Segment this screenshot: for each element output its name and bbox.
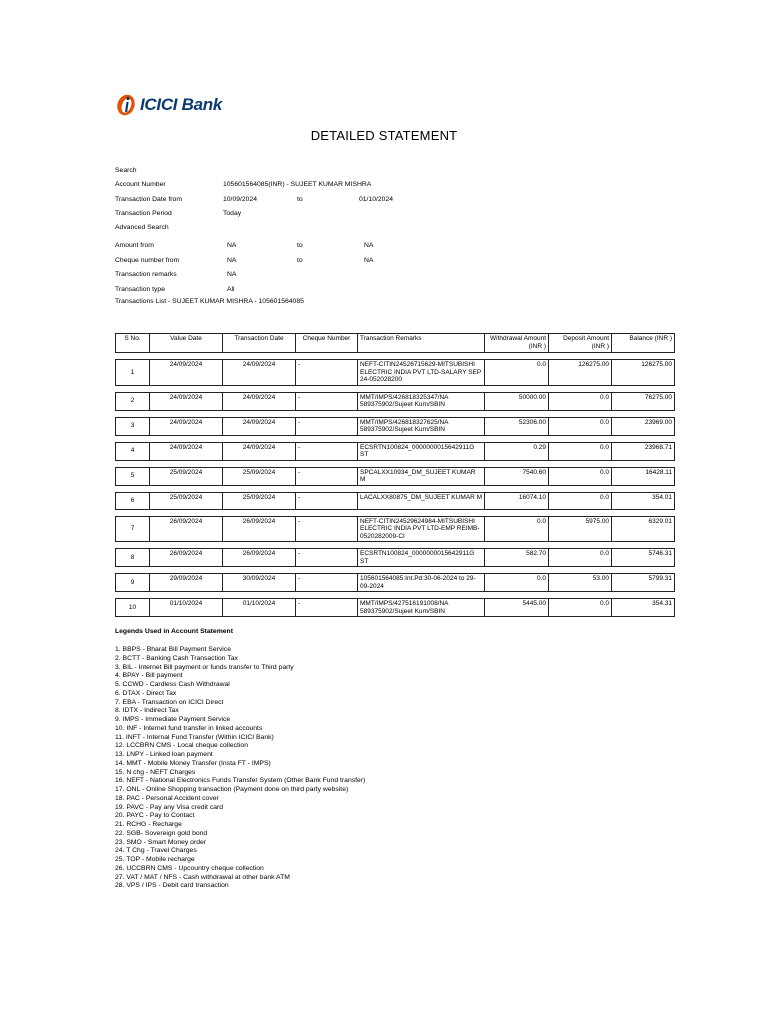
date-from-value: 10/09/2024 <box>223 195 258 203</box>
legend-item: 14. MMT - Mobile Money Transfer (Insta FT - IMPS) <box>115 759 271 767</box>
cell-remarks: NEFT-CITIN24526715629-MITSUBISHI ELECTRIC INDIA PVT LTD-SALARY SEP 24-052028200 <box>358 359 485 386</box>
cell-remarks: ECSRTN100824_0000000015642911G ST <box>358 442 485 461</box>
cell-withdrawal: 7540.60 <box>485 467 549 486</box>
cell-value-date: 24/09/2024 <box>150 442 223 461</box>
legend-item: 3. BIL - Internet Bill payment or funds transfer to Third party <box>115 663 294 671</box>
legend-item: 28. VPS / IPS - Debit card transaction <box>115 882 229 890</box>
legend-item: 1. BBPS - Bharat Bill Payment Service <box>115 646 231 653</box>
cell-deposit: 126275.00 <box>549 359 612 386</box>
table-row <box>115 516 675 543</box>
cell-cheque-number: - <box>296 442 358 461</box>
cell-deposit: 0.0 <box>549 392 612 411</box>
bank-logo <box>115 93 222 117</box>
cell-withdrawal: 5445.00 <box>485 598 549 617</box>
cell-withdrawal: 0.0 <box>485 359 549 386</box>
cell-deposit: 0.0 <box>549 442 612 461</box>
table-row <box>115 548 675 567</box>
cell-deposit: 0.0 <box>549 598 612 617</box>
legend-item: 19. PAVC - Pay any Visa credit card <box>115 803 224 811</box>
cell-sno: 5 <box>115 467 150 486</box>
cell-cheque-number: - <box>296 467 358 486</box>
amount-from-label: Amount from <box>115 242 154 249</box>
cell-deposit: 53.00 <box>549 573 612 592</box>
cell-deposit: 0.0 <box>549 492 612 510</box>
cell-value-date: 24/09/2024 <box>150 359 223 386</box>
legend-title: Legends Used in Account Statement <box>115 628 233 635</box>
cheque-from-label: Cheque number from <box>115 256 180 264</box>
date-from-label: Transaction Date from <box>115 195 182 203</box>
legend-item: 9. IMPS - Immediate Payment Service <box>115 716 231 723</box>
header-cheque-number: Cheque Number <box>296 333 358 353</box>
legend-item: 22. SGB- Sovereign gold bond <box>115 829 208 837</box>
legend-item: 26. UCCBRN CMS - Upcountry cheque collection <box>115 864 264 872</box>
legend-item: 20. PAYC - Pay to Contact <box>115 812 195 820</box>
cell-withdrawal: 582.70 <box>485 548 549 567</box>
cell-balance: 354.31 <box>612 598 675 617</box>
legend-item: 25. TOP - Mobile recharge <box>115 856 195 863</box>
cell-value-date: 24/09/2024 <box>150 392 223 411</box>
table-row <box>115 467 675 486</box>
cell-remarks: MMT/IMPS/427516191008/NA 589375902/Sujeet Kum/SBIN <box>358 598 485 617</box>
table-row <box>115 392 675 411</box>
cell-sno: 7 <box>115 516 150 543</box>
cell-transaction-date: 24/09/2024 <box>223 442 296 461</box>
header-transaction-remarks: Transaction Remarks <box>358 333 485 353</box>
legend-item: 8. IDTX - Indirect Tax <box>115 707 179 715</box>
cell-remarks: ECSRTN100824_0000000015642911G ST <box>358 548 485 567</box>
cell-deposit: 0.0 <box>549 548 612 567</box>
icici-logo-icon <box>115 93 137 117</box>
cell-remarks: MMT/IMPS/426818325347/NA 589375902/Sujeet Kum/SBIN <box>358 392 485 411</box>
cell-transaction-date: 25/09/2024 <box>223 492 296 510</box>
cheque-to-separator: to <box>297 256 303 264</box>
cell-cheque-number: - <box>296 598 358 617</box>
cell-balance: 354.01 <box>612 492 675 510</box>
period-label: Transaction Period <box>115 210 172 217</box>
advanced-search-heading: Advanced Search <box>115 224 169 231</box>
cell-withdrawal: 52306.00 <box>485 417 549 436</box>
legend-item: 17. ONL - Online Shopping transaction (Payment done on third party website) <box>115 786 349 793</box>
cell-balance: 23969.00 <box>612 417 675 436</box>
table-row <box>115 598 675 617</box>
cheque-to-value: NA <box>364 256 374 264</box>
cell-remarks: LACALXX80875_DM_SUJEET KUMAR M <box>358 492 485 510</box>
legend-item: 4. BPAY - Bill payment <box>115 672 183 680</box>
cell-value-date: 24/09/2024 <box>150 417 223 436</box>
header-value-date: Value Date <box>150 333 223 353</box>
cell-transaction-date: 24/09/2024 <box>223 359 296 386</box>
cell-remarks: MMT/IMPS/426818327625/NA 589375902/Sujeet Kum/SBIN <box>358 417 485 436</box>
cell-balance: 76275.00 <box>612 392 675 411</box>
table-row <box>115 417 675 436</box>
legend-item: 13. LNPY - Linked loan payment <box>115 751 213 758</box>
legend-item: 7. EBA - Transaction on ICICI Direct <box>115 698 224 706</box>
cell-cheque-number: - <box>296 516 358 543</box>
period-value: Today <box>223 210 242 217</box>
remarks-value: NA <box>227 271 237 278</box>
amount-to-value: NA <box>364 242 374 249</box>
cell-sno: 8 <box>115 548 150 567</box>
legend-item: 18. PAC - Personal Accident cover <box>115 794 219 802</box>
cell-deposit: 0.0 <box>549 417 612 436</box>
cell-balance: 5746.31 <box>612 548 675 567</box>
cell-sno: 10 <box>115 598 150 617</box>
legend-item: 15. N chg - NEFT Charges <box>115 768 196 776</box>
cell-value-date: 26/09/2024 <box>150 516 223 543</box>
cell-balance: 5799.31 <box>612 573 675 592</box>
legend-item: 21. RCHG - Recharge <box>115 821 182 828</box>
cell-remarks: 105601564085:Int.Pd:30-06-2024 to 29-09-2024 <box>358 573 485 592</box>
cell-transaction-date: 30/09/2024 <box>223 573 296 592</box>
cell-value-date: 26/09/2024 <box>150 548 223 567</box>
account-number-value: 105601564085(INR) - SUJEET KUMAR MISHRA <box>223 181 372 188</box>
legend-item: 12. LCCBRN CMS - Local cheque collection <box>115 742 248 750</box>
cell-transaction-date: 26/09/2024 <box>223 548 296 567</box>
cell-sno: 1 <box>115 359 150 386</box>
cell-remarks: NEFT-CITIN24529624984-MITSUBISHI ELECTRIC INDIA PVT LTD-EMP REIMB-0520282009-CI <box>358 516 485 543</box>
legend-item: 2. BCTT - Banking Cash Transaction Tax <box>115 654 238 662</box>
cell-withdrawal: 0.29 <box>485 442 549 461</box>
cell-cheque-number: - <box>296 359 358 386</box>
cell-balance: 6329.01 <box>612 516 675 543</box>
date-to-separator: to <box>297 195 303 203</box>
header-sno: S No. <box>115 333 150 353</box>
legend-item: 23. SMO - Smart Money order <box>115 838 207 846</box>
account-number-label: Account Number <box>115 181 166 188</box>
cell-withdrawal: 0.0 <box>485 573 549 592</box>
cell-balance: 23968.71 <box>612 442 675 461</box>
legend-item: 5. CCWD - Cardless Cash Withdrawal <box>115 681 230 688</box>
logo-wordmark <box>140 95 222 115</box>
legend-list <box>115 646 365 891</box>
cell-deposit: 0.0 <box>549 467 612 486</box>
cell-transaction-date: 24/09/2024 <box>223 392 296 411</box>
cheque-from-value: NA <box>227 256 237 264</box>
cell-balance: 16428.11 <box>612 467 675 486</box>
search-heading: Search <box>115 167 137 174</box>
cell-remarks: SPCALXX10934_DM_SUJEET KUMAR M <box>358 467 485 486</box>
cell-cheque-number: - <box>296 548 358 567</box>
cell-value-date: 29/09/2024 <box>150 573 223 592</box>
cell-value-date: 01/10/2024 <box>150 598 223 617</box>
legend-item: 11. INFT - Internal Fund Transfer (Within ICICI Bank) <box>115 733 274 741</box>
cell-withdrawal: 0.0 <box>485 516 549 543</box>
table-row <box>115 359 675 386</box>
legend-item: 6. DTAX - Direct Tax <box>115 689 177 697</box>
remarks-label: Transaction remarks <box>115 271 177 278</box>
page-title: DETAILED STATEMENT <box>310 128 458 143</box>
legend-item: 16. NEFT - National Electronics Funds Transfer System (Other Bank Fund transfer) <box>115 777 366 785</box>
date-to-value: 01/10/2024 <box>359 195 394 203</box>
header-balance: Balance (INR ) <box>612 333 675 353</box>
header-withdrawal-amount: Withdrawal Amount (INR ) <box>485 333 549 353</box>
cell-sno: 4 <box>115 442 150 461</box>
cell-sno: 9 <box>115 573 150 592</box>
type-label: Transaction type <box>115 285 165 293</box>
type-value: All <box>227 285 235 293</box>
cell-withdrawal: 50000.00 <box>485 392 549 411</box>
logo-name-bank: Bank <box>177 95 223 114</box>
cell-deposit: 5975.00 <box>549 516 612 543</box>
legend-item: 24. T Chg - Travel Charges <box>115 847 197 855</box>
table-header-row <box>115 333 675 353</box>
cell-transaction-date: 25/09/2024 <box>223 467 296 486</box>
legend-item: 27. VAT / MAT / NFS - Cash withdrawal at other bank ATM <box>115 873 290 881</box>
amount-from-value: NA <box>227 242 237 249</box>
legend-item: 10. INF - Internet fund transfer in linked accounts <box>115 724 263 732</box>
cell-sno: 6 <box>115 492 150 510</box>
cell-cheque-number: - <box>296 392 358 411</box>
cell-sno: 2 <box>115 392 150 411</box>
logo-name-main: ICICI <box>140 95 178 114</box>
cell-cheque-number: - <box>296 417 358 436</box>
header-transaction-date: Transaction Date <box>223 333 296 353</box>
cell-withdrawal: 16074.10 <box>485 492 549 510</box>
cell-transaction-date: 24/09/2024 <box>223 417 296 436</box>
cell-value-date: 25/09/2024 <box>150 467 223 486</box>
table-row <box>115 573 675 592</box>
cell-cheque-number: - <box>296 573 358 592</box>
transactions-list-heading: Transactions List - SUJEET KUMAR MISHRA - 105601564085 <box>115 298 304 305</box>
table-row <box>115 492 675 510</box>
cell-value-date: 25/09/2024 <box>150 492 223 510</box>
legend-section <box>115 628 365 891</box>
cell-sno: 3 <box>115 417 150 436</box>
cell-transaction-date: 01/10/2024 <box>223 598 296 617</box>
header-deposit-amount: Deposit Amount (INR ) <box>549 333 612 353</box>
amount-to-separator: to <box>297 242 303 249</box>
transactions-table <box>115 327 675 623</box>
cell-transaction-date: 26/09/2024 <box>223 516 296 543</box>
table-row <box>115 442 675 461</box>
cell-cheque-number: - <box>296 492 358 510</box>
cell-balance: 126275.00 <box>612 359 675 386</box>
